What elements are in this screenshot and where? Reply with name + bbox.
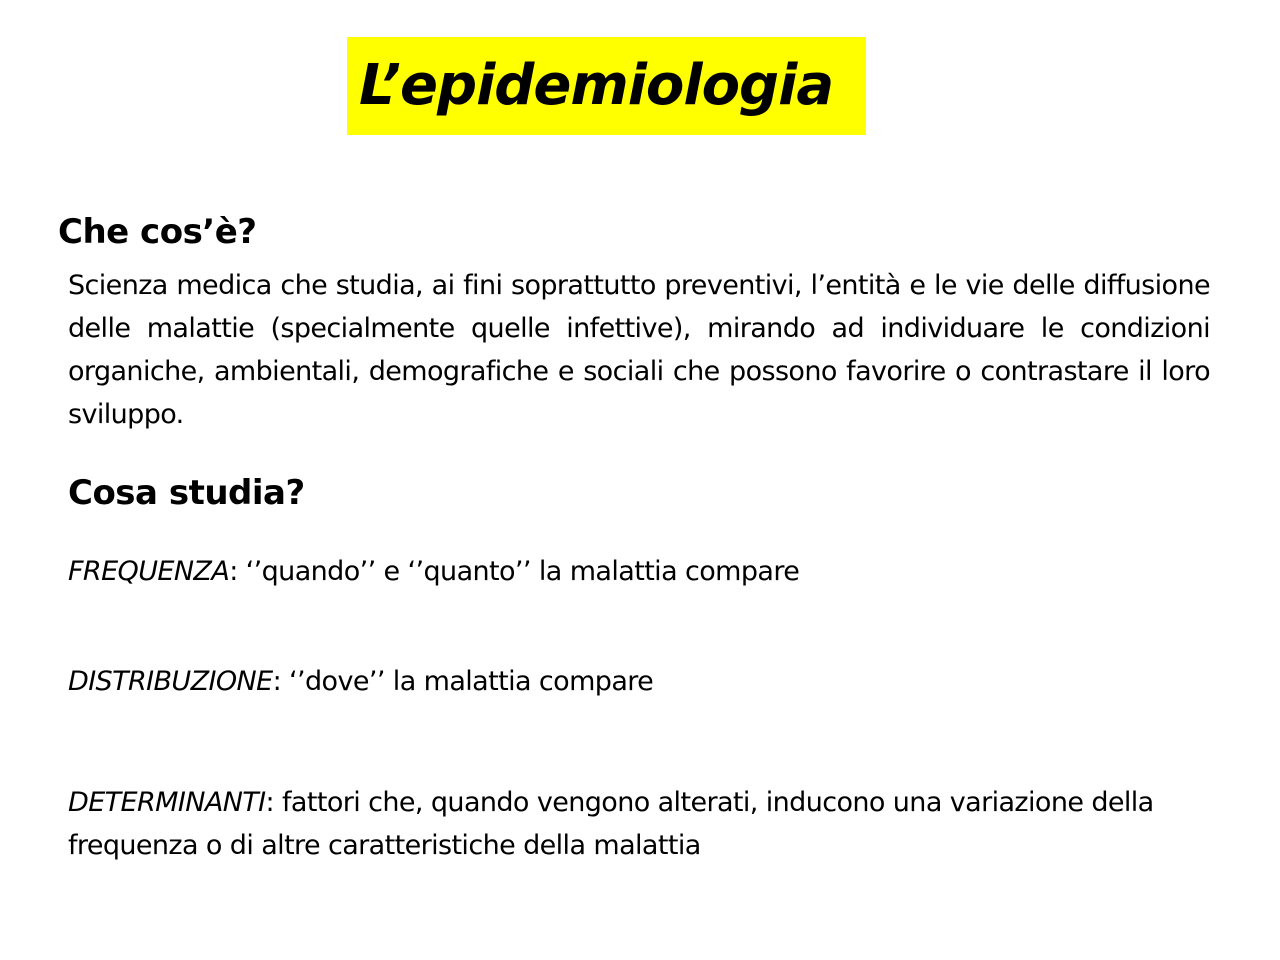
study-term: FREQUENZA [68,556,230,587]
study-description: : fattori che, quando vengono alterati, inducono una variazione della frequenza o di altre caratteristiche della malattia [68,787,1154,861]
slide-title: L’epidemiologia [359,53,834,118]
section-heading-what: Che cos’è? [58,212,257,252]
title-highlight-box [347,37,866,135]
definition-paragraph: Scienza medica che studia, ai fini soprattutto preventivi, l’entità e le vie delle diffusione delle malattie (specialmente quelle infettive), mirando ad individuare le condizioni organiche, ambientali, demografiche e sociali che possono favorire o contrastare il loro sviluppo. [68,270,1210,430]
study-item-frequenza [68,550,1218,593]
study-item-distribuzione [68,660,1218,703]
study-term: DETERMINANTI [68,787,266,818]
section-heading-study: Cosa studia? [68,473,305,513]
study-item-determinanti [68,781,1218,867]
study-term: DISTRIBUZIONE [68,666,273,697]
study-description: : ‘’dove’’ la malattia compare [272,666,654,697]
study-description: : ‘’quando’’ e ‘’quanto’’ la malattia compare [229,556,800,587]
